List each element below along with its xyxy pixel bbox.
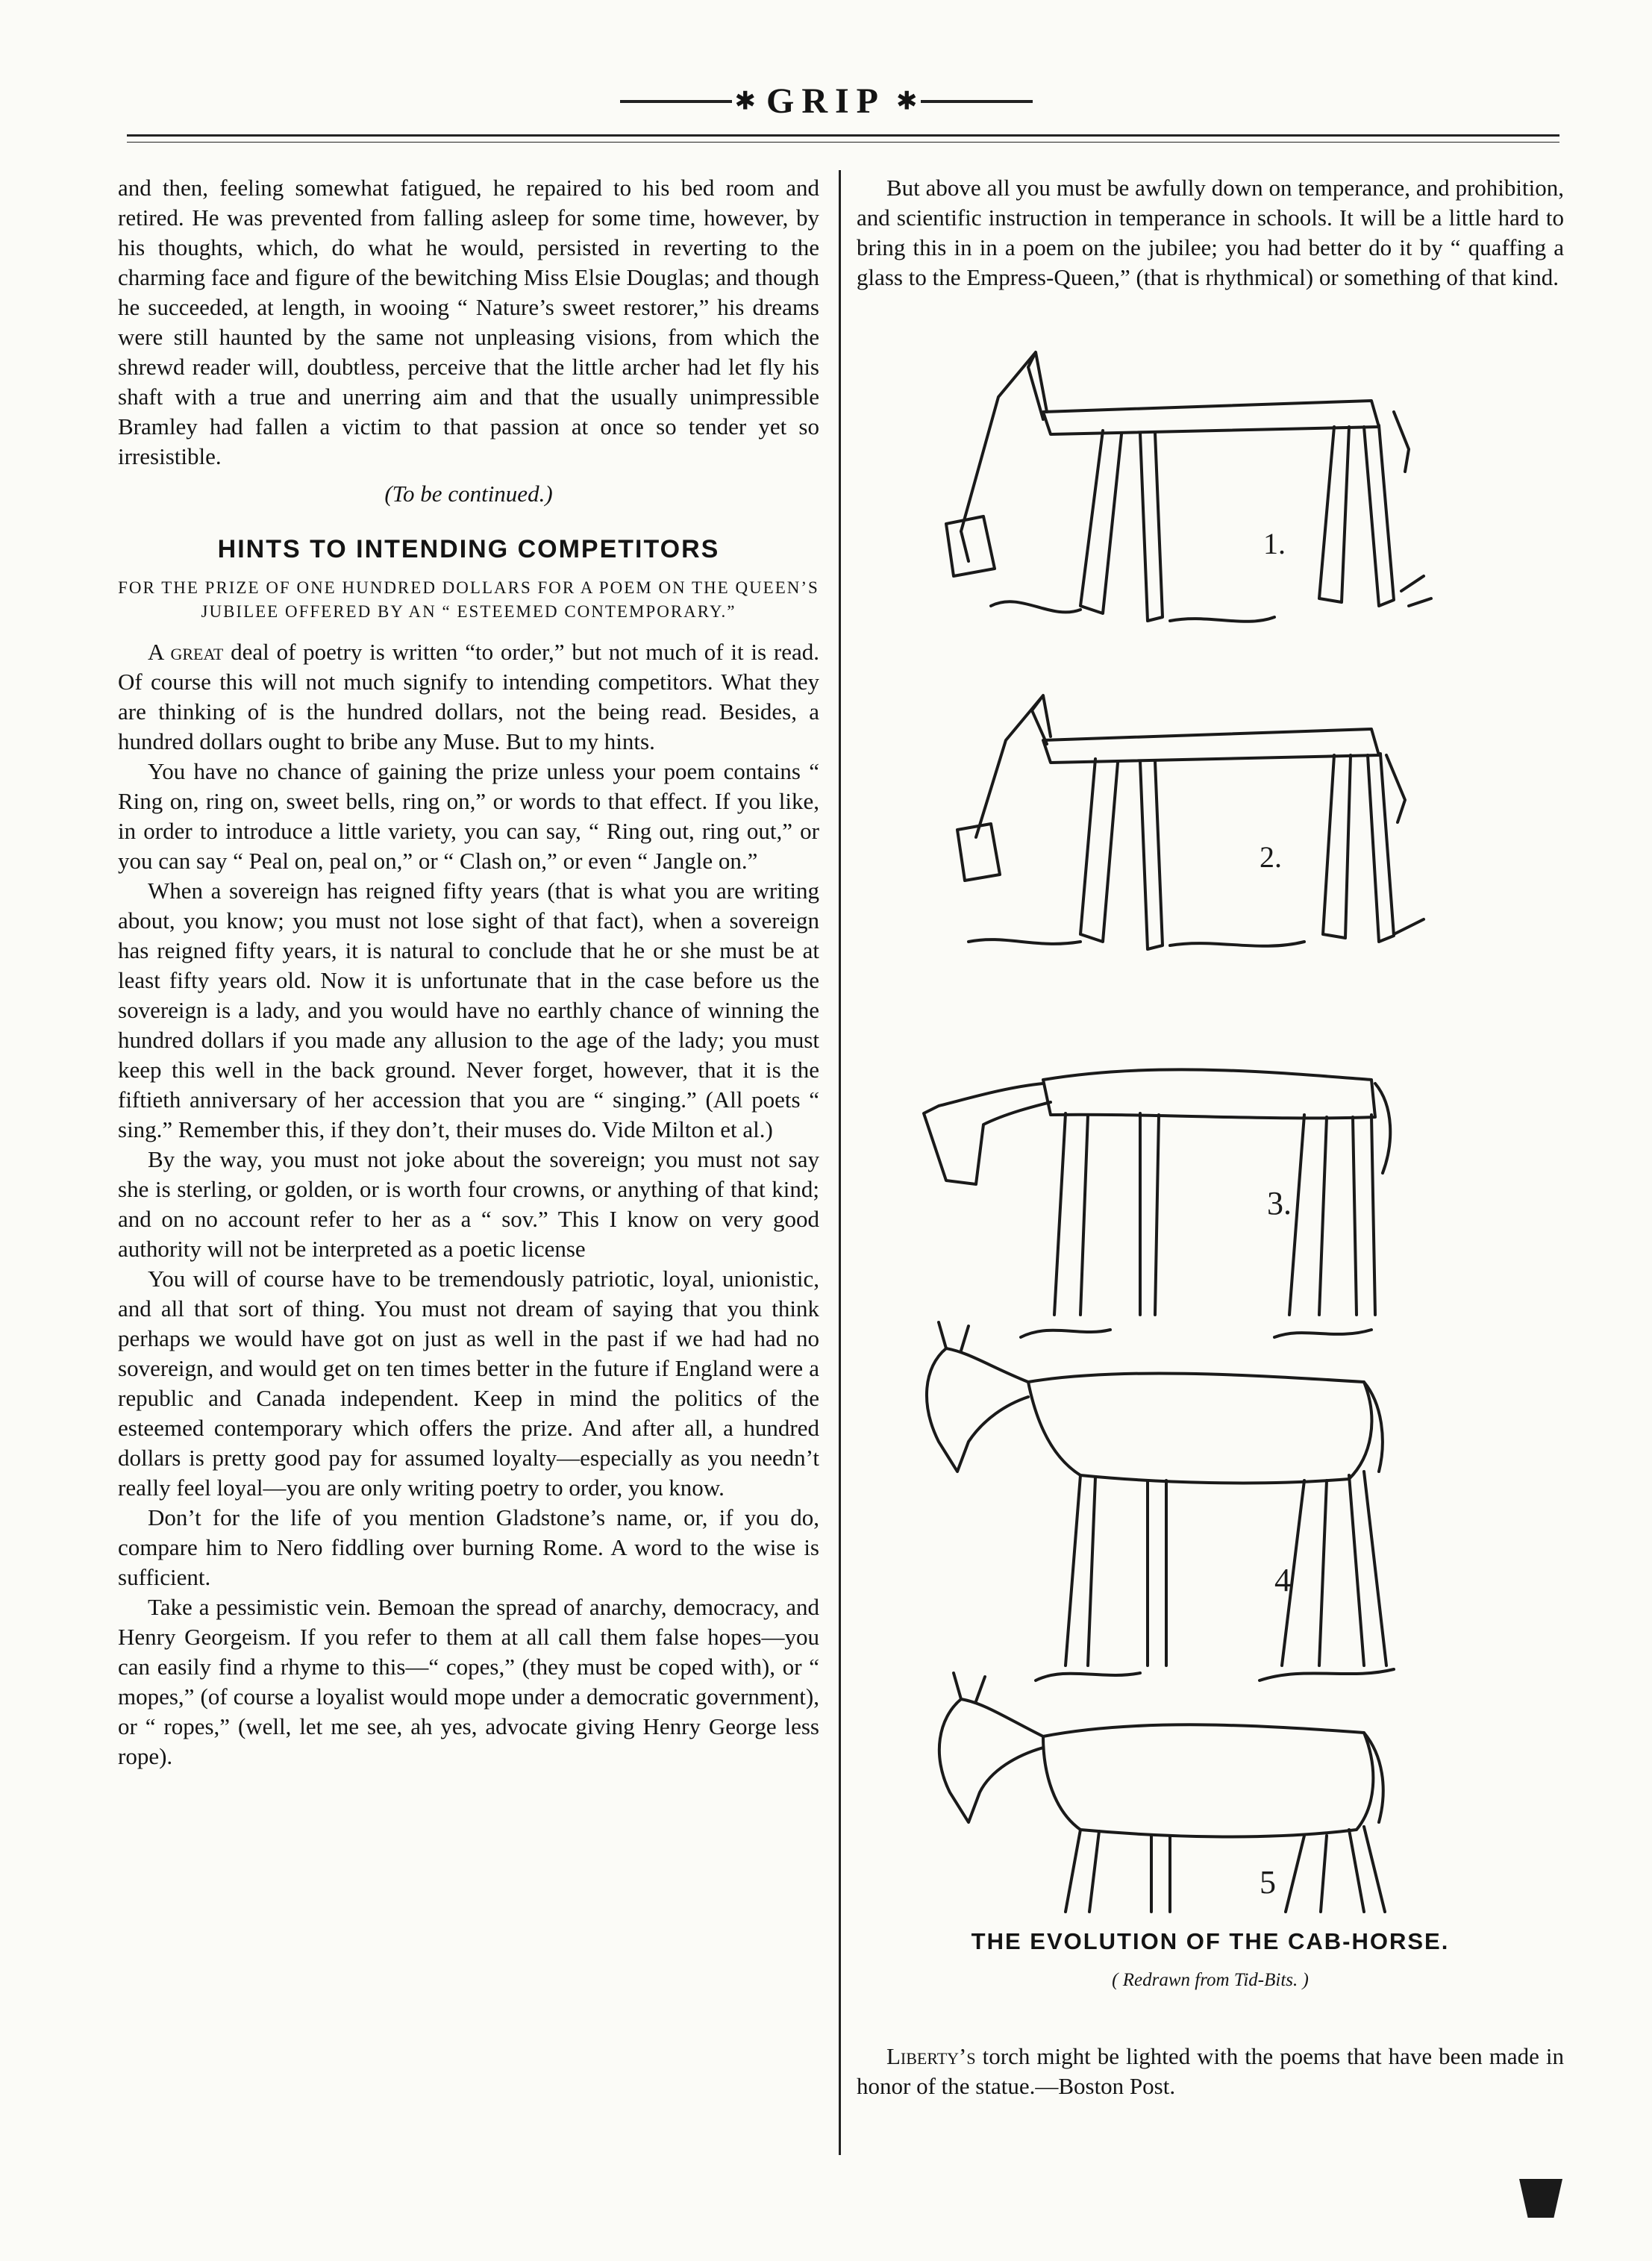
article-paragraph-6: Don’t for the life of you mention Gladstone’s name, or, if you do, compare him to Nero fiddling over burning Rome. A word to the wise is sufficient. — [118, 1504, 819, 1590]
masthead — [0, 81, 1652, 122]
paragraph-text: torch might be lighted with the poems that have been made in honor of the statue.—Boston Post. — [857, 2043, 1564, 2099]
article-subheading: FOR THE PRIZE OF ONE HUNDRED DOLLARS FOR A POEM ON THE QUEEN’S JUBILEE OFFERED BY AN “ ESTEEMED CONTEMPORARY.” — [118, 578, 819, 621]
lead-words: A great — [148, 639, 224, 665]
article-paragraph-1 — [118, 637, 819, 757]
figure-caption: THE EVOLUTION OF THE CAB-HORSE. — [971, 1928, 1450, 1954]
figure-number-2: 2. — [1260, 840, 1282, 874]
article-paragraph-2: You have no chance of gaining the prize unless your poem contains “ Ring on, ring on, sweet bells, ring on,” or words to that effect. If you like, in order to introduce a little variety, you can say, “ Ring out, ring out,” or you can say “ Peal on, peal on,” or “ Clash on,” or even “ Jangle on.” — [118, 758, 819, 874]
column-divider — [839, 170, 841, 2155]
figure-number-3: 3. — [1267, 1185, 1292, 1222]
article-paragraph-4: By the way, you must not joke about the sovereign; you must not say she is sterling, or golden, or is worth four crowns, or anything of that kind; and on no account refer to her as a “ sov.” This I know on very good authority will not be interpreted as a poetic license — [118, 1146, 819, 1262]
paragraph-text: deal of poetry is written “to order,” but not much of it is read. Of course this will not much signify to intending competitors. What they are thinking of is the hundred dollars, not the being read. Besides, a hundred dollars ought to bribe any Muse. But to my hints. — [118, 639, 819, 754]
stage-2-sawhorse — [957, 695, 1424, 949]
serial-paragraph: and then, feeling somewhat fatigued, he repaired to his bed room and retired. He was prevented from falling asleep for some time, however, by his thoughts, which, do what he would, persisted in reverting to the charming face and figure of the bewitching Miss Elsie Douglas; and though he succeeded, at length, in wooing “ Nature’s sweet restorer,” his dreams were still haunted by the same not unpleasing visions, from which the shrewd reader will, doubtless, perceive that the little archer had let fly his shaft with a true and unerring aim and that the usually unimpressible Bramley had fallen a victim to that passion at once so tender yet so irresistible. — [118, 175, 819, 469]
right-column — [857, 173, 1564, 2101]
article-paragraph-5: You will of course have to be tremendously patriotic, loyal, unionistic, and all that sort of thing. You must not dream of saying that you think perhaps we would have got on just as well in the past if we had had no sovereign, and would get on ten times better in the future if England were a republic and Canada independent. Keep in mind the politics of the esteemed contemporary which offers the prize. And after all, a hundred dollars is pretty good pay for assumed loyalty—especially as you needn’t really feel loyal—you are only writing poetry to order, you know. — [118, 1266, 819, 1501]
stage-3-stiff-horse — [924, 1069, 1390, 1337]
star-ornament-icon: ✱ — [734, 87, 756, 116]
article-paragraph-7: Take a pessimistic vein. Bemoan the spread of anarchy, democracy, and Henry Georgeism. If you refer to them at all call them false hopes—you can easily find a rhyme to this—“ copes,” (they must be coped with), or “ mopes,” (of course a loyalist would mope under a democratic government), or “ ropes,” (well, let me see, ah yes, advocate giving Henry George less rope). — [118, 1594, 819, 1769]
stage-4-thin-horse — [927, 1322, 1394, 1680]
publisher-mark-icon — [1519, 2179, 1562, 2218]
article-paragraph-3: When a sovereign has reigned fifty years (that is what you are writing about, you know; you must not lose sight of that fact), when a sovereign has reigned fifty years, it is natural to conclude that he or she must be at least fifty years old. Now it is unfortunate that in the case before us the sovereign is a lady, and you would have no earthly chance of winning the hundred dollars if you made any allusion to the age of the lady; you must keep this well in the back ground. Never forget, however, that it is the fiftieth anniversary of her accession that you are “ singing.” (All poets “ sing.” Remember this, if they don’t, their muses do. Vide Milton et al.) — [118, 878, 819, 1142]
article-paragraph-8: But above all you must be awfully down on temperance, and prohibition, and scientific instruction in temperance in schools. It will be a little hard to bring this in in a poem on the jubilee; you had better do it by “ quaffing a glass to the Empress-Queen,” (that is rhythmical) or something of that kind. — [857, 175, 1564, 290]
article-heading: HINTS TO INTENDING COMPETITORS — [217, 535, 720, 563]
cab-horse-illustration — [857, 322, 1564, 1927]
header-rule-thin — [127, 142, 1559, 143]
masthead-rule-left — [620, 100, 732, 103]
star-ornament-icon: ✱ — [896, 87, 918, 116]
masthead-rule-right — [921, 100, 1033, 103]
cab-horse-drawing — [857, 322, 1564, 1927]
to-be-continued: (To be continued.) — [384, 481, 553, 507]
figure-number-4: 4 — [1274, 1562, 1291, 1598]
figure-number-1: 1. — [1263, 527, 1286, 560]
left-column — [118, 173, 819, 1771]
stage-5-cab-horse — [939, 1673, 1385, 1912]
lead-word: Liberty’s — [886, 2043, 976, 2069]
header-rule — [127, 134, 1559, 137]
stage-1-sawhorse — [946, 352, 1431, 622]
figure-number-5: 5 — [1260, 1864, 1276, 1901]
figure-credit: ( Redrawn from Tid-Bits. ) — [1112, 1970, 1309, 1990]
masthead-title: GRIP — [766, 81, 886, 121]
closing-paragraph — [857, 2042, 1564, 2101]
